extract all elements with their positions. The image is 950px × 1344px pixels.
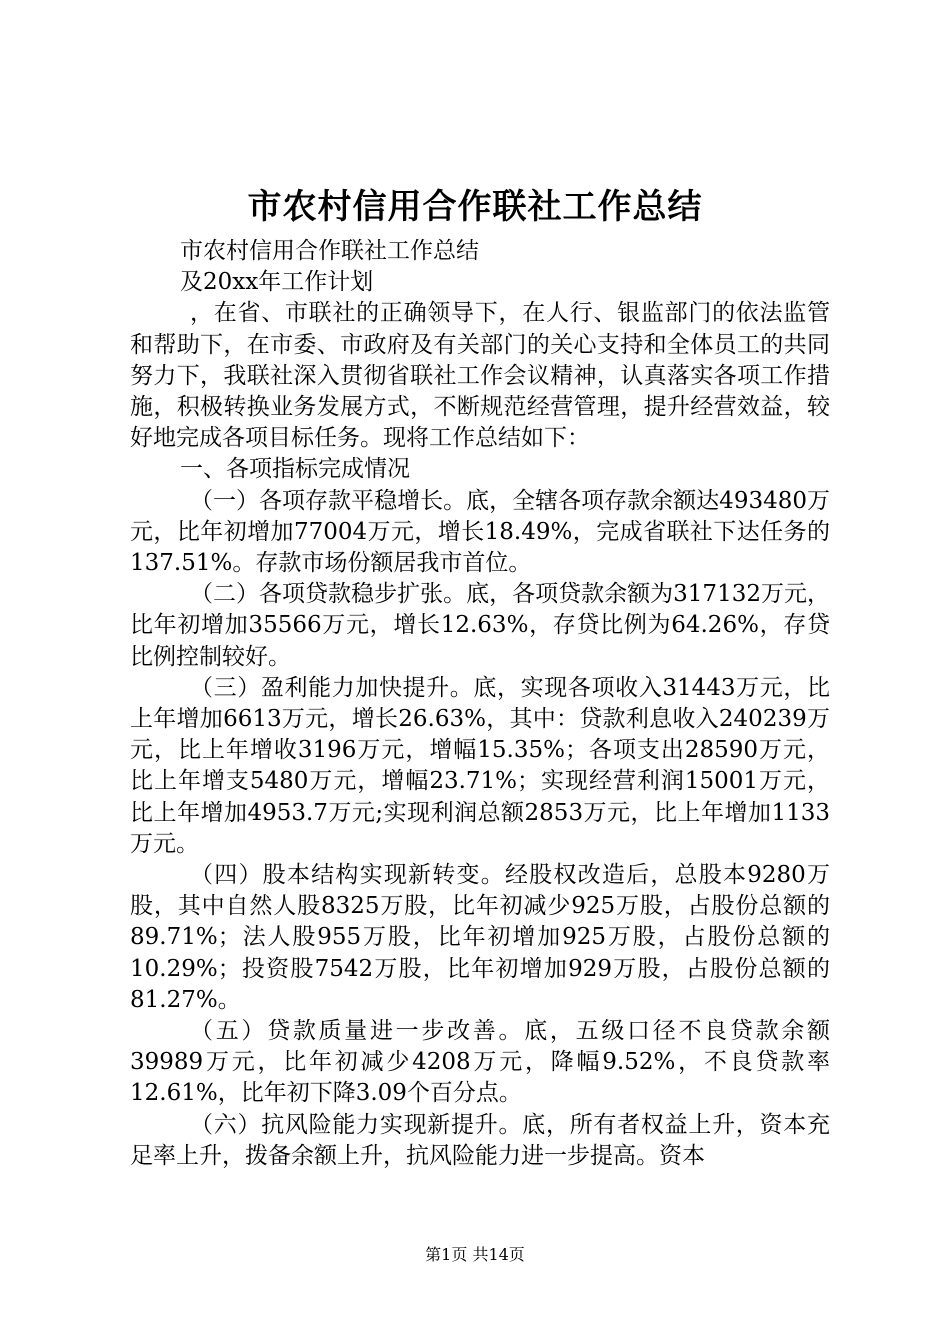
paragraph-loan-quality: （五）贷款质量进一步改善。底，五级口径不良贷款余额39989万元，比年初减少4208万元，降幅9.52%，不良贷款率12.61%，比年初下降3.09个百分点。 xyxy=(130,1018,830,1107)
document-body xyxy=(130,236,830,1172)
paragraph-loans: （二）各项贷款稳步扩张。底，各项贷款余额为317132万元，比年初增加35566万元，增长12.63%，存贷比例为64.26%，存贷比例控制较好。 xyxy=(130,581,830,670)
subtitle-line-1: 市农村信用合作联社工作总结 xyxy=(180,238,479,264)
page-title: 市农村信用合作联社工作总结 xyxy=(247,187,703,227)
paragraph-equity-structure: （四）股本结构实现新转变。经股权改造后，总股本9280万股，其中自然人股8325万股，比年初减少925万股，占股份总额的89.71%；法人股955万股，比年初增加925万股，占股份总额的10.29%；投资股7542万股，比年初增加929万股，占股份总额的81.27%。 xyxy=(130,862,830,1013)
subtitle-line-2: 及20xx年工作计划 xyxy=(180,269,374,296)
paragraph-deposits: （一）各项存款平稳增长。底，全辖各项存款余额达493480万元，比年初增加77004万元，增长18.49%，完成省联社下达任务的137.51%。存款市场份额居我市首位。 xyxy=(130,487,830,577)
paragraph-risk-resistance: （六）抗风险能力实现新提升。底，所有者权益上升，资本充足率上升，拨备余额上升，抗风险能力进一步提高。资本 xyxy=(130,1111,830,1169)
page-number-footer: 第1页 共14页 xyxy=(425,1245,525,1264)
paragraph-profitability: （三）盈利能力加快提升。底，实现各项收入31443万元，比上年增加6613万元，增长26.63%，其中：贷款利息收入240239万元，比上年增收3196万元，增幅15.35%；各项支出28590万元，比上年增支5480万元，增幅23.71%；实现经营利润15001万元，比上年增加4953.7万元;实现利润总额2853万元，比上年增加1133万元。 xyxy=(130,674,830,857)
section-heading: 一、各项指标完成情况 xyxy=(180,456,410,483)
intro-paragraph: ，在省、市联社的正确领导下，在人行、银监部门的依法监管和帮助下，在市委、市政府及有关部门的关心支持和全体员工的共同努力下，我联社深入贯彻省联社工作会议精神，认真落实各项工作措施，积极转换业务发展方式，不断规范经营管理，提升经营效益，较好地完成各项目标任务。现将工作总结如下： xyxy=(130,300,830,452)
